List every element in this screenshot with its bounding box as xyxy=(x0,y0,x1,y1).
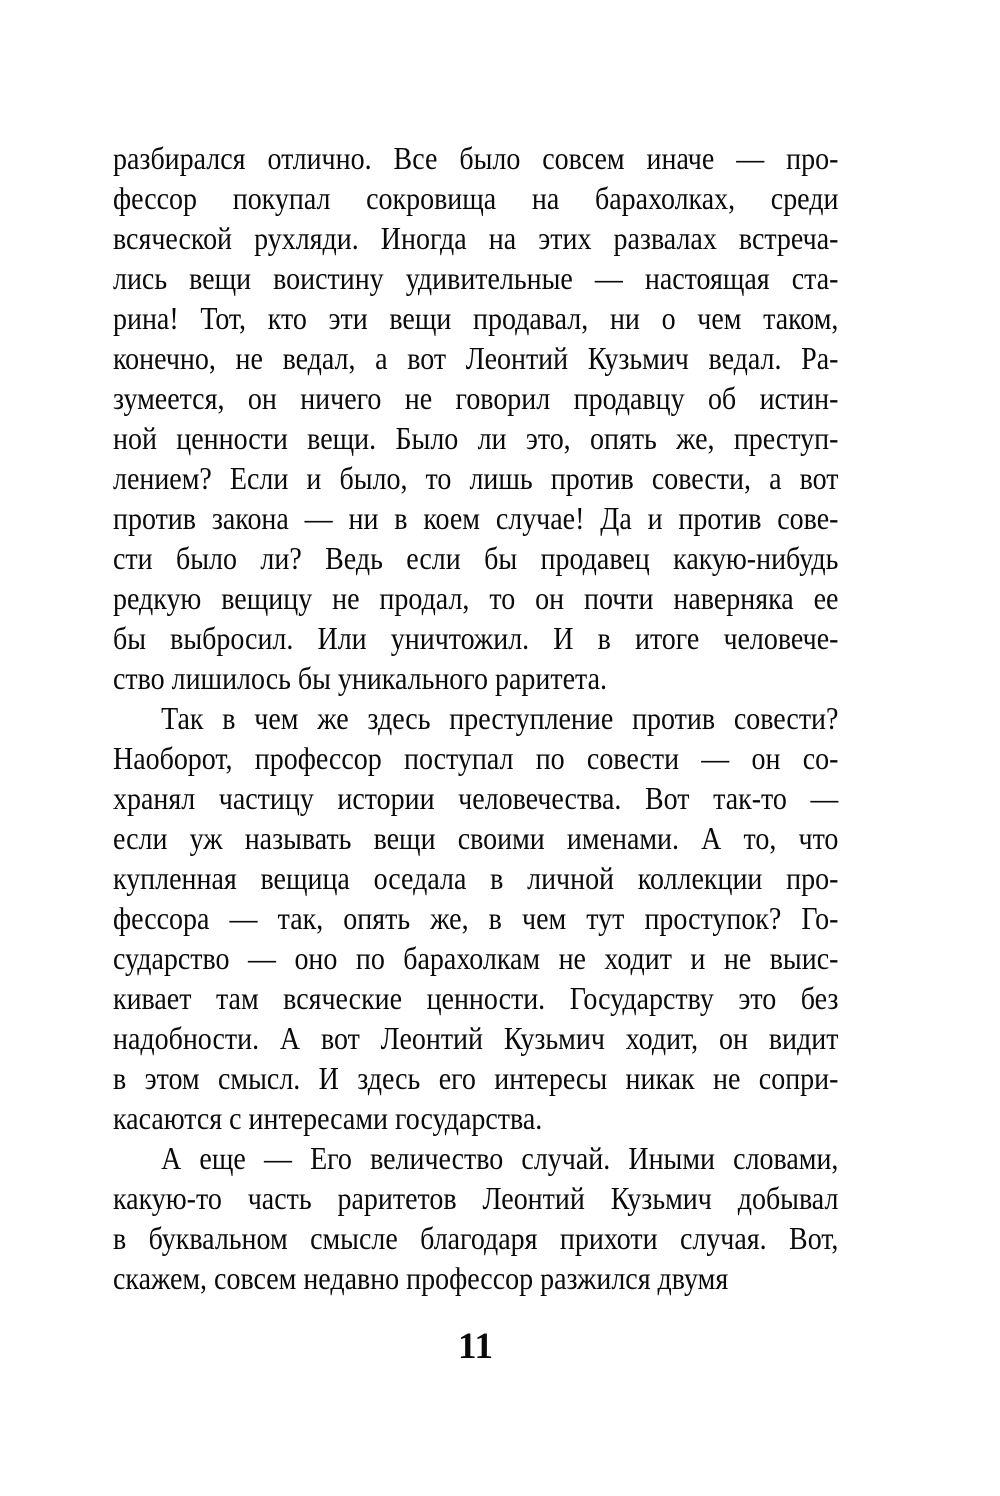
text-line: зумеется, он ничего не говорил продавцу об истин- xyxy=(113,380,839,416)
text-line: Так в чем же здесь преступление против совести? xyxy=(161,700,839,736)
text-line: сударство — оно по барахолкам не ходит и не выис- xyxy=(113,940,839,976)
text-line: фессора — так, опять же, в чем тут проступок? Го- xyxy=(113,900,839,936)
text-line: касаются с интересами государства. xyxy=(113,1100,543,1136)
text-line: лись вещи воистину удивительные — настоящая ста- xyxy=(113,260,839,296)
text-line: фессор покупал сокровища на барахолках, среди xyxy=(113,180,839,216)
text-line: купленная вещица оседала в личной коллекции про- xyxy=(113,860,839,896)
text-line: в этом смысл. И здесь его интересы никак не сопри- xyxy=(113,1060,839,1096)
text-line: ной ценности вещи. Было ли это, опять же, преступ- xyxy=(113,420,839,456)
text-line: сти было ли? Ведь если бы продавец какую-нибудь xyxy=(113,540,839,576)
text-line: разбирался отлично. Все было совсем иначе — про- xyxy=(113,140,839,176)
paragraph xyxy=(113,698,838,1138)
text-line: А еще — Его величество случай. Иными словами, xyxy=(161,1140,839,1176)
text-line: какую-то часть раритетов Леонтий Кузьмич добывал xyxy=(113,1180,839,1216)
text-line: в буквальном смысле благодаря прихоти случая. Вот, xyxy=(113,1220,839,1256)
text-line: конечно, не ведал, а вот Леонтий Кузьмич ведал. Ра- xyxy=(113,340,839,376)
text-line: рина! Тот, кто эти вещи продавал, ни о чем таком, xyxy=(113,300,839,336)
text-line: бы выбросил. Или уничтожил. И в итоге человече- xyxy=(113,620,839,656)
body-text-block xyxy=(113,138,838,1298)
page-number: 11 xyxy=(458,1326,493,1367)
text-line: редкую вещицу не продал, то он почти наверняка ее xyxy=(113,580,839,616)
text-line: против закона — ни в коем случае! Да и против сове- xyxy=(113,500,839,536)
text-line: надобности. А вот Леонтий Кузьмич ходит, он видит xyxy=(113,1020,839,1056)
text-line: если уж называть вещи своими именами. А то, что xyxy=(113,820,839,856)
text-line: Наоборот, профессор поступал по совести — он со- xyxy=(113,740,839,776)
text-line: лением? Если и было, то лишь против совести, а вот xyxy=(113,460,839,496)
paragraph xyxy=(113,1138,838,1298)
text-line: всяческой рухляди. Иногда на этих развалах встреча- xyxy=(113,220,839,256)
text-line: кивает там всяческие ценности. Государству это без xyxy=(113,980,839,1016)
text-line: ство лишилось бы уникального раритета. xyxy=(113,660,607,696)
paragraph xyxy=(113,138,838,698)
text-line: скажем, совсем недавно профессор разжился двумя xyxy=(113,1260,729,1296)
text-line: хранял частицу истории человечества. Вот так-то — xyxy=(113,780,839,816)
